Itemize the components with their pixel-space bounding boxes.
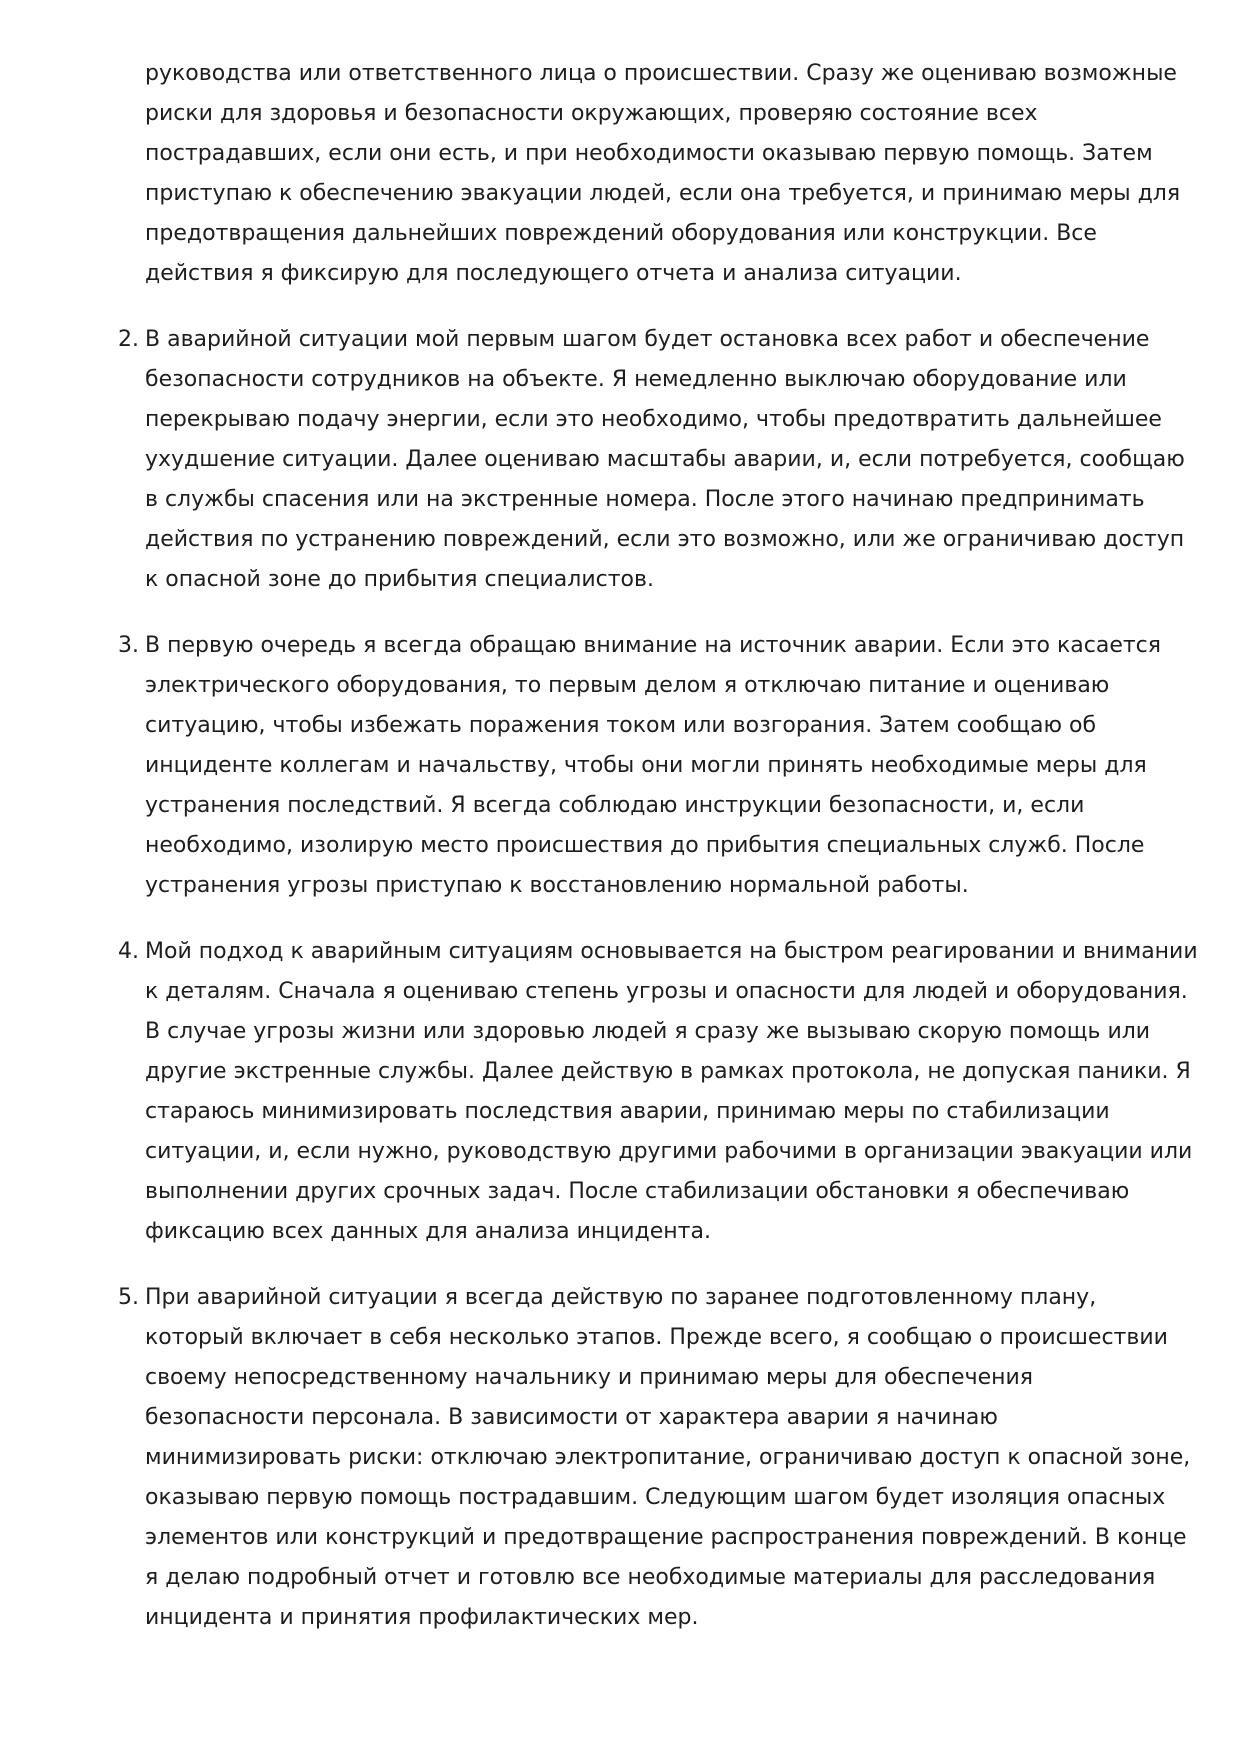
item-text: Мой подход к аварийным ситуациям основывается на быстром реагировании и внимании к деталям. Сначала я оцениваю степень угрозы и опасности для людей и оборудования. В случае угрозы жизни или здоровью людей я сразу же вызываю скорую помощь или другие экстренные службы. Далее действую в рамках протокола, не допуская паники. Я стараюсь минимизировать последствия аварии, принимаю меры по стабилизации ситуации, и, если нужно, руководствую другими рабочими в организации эвакуации или выполнении других срочных задач. После стабилизации обстановки я обеспечиваю фиксацию всех данных для анализа инцидента.: [145, 939, 1198, 1244]
list-item-5: [0, 1278, 1199, 1638]
item-text: При аварийной ситуации я всегда действую по заранее подготовленному плану, который включает в себя несколько этапов. Прежде всего, я сообщаю о происшествии своему непосредственному начальнику и принимаю меры для обеспечения безопасности персонала. В зависимости от характера аварии я начинаю минимизировать риски: отключаю электропитание, ограничиваю доступ к опасной зоне, оказываю первую помощь пострадавшим. Следующим шагом будет изоляция опасных элементов или конструкций и предотвращение распространения повреждений. В конце я делаю подробный отчет и готовлю все необходимые материалы для расследования инцидента и принятия профилактических мер.: [145, 1285, 1191, 1630]
item-number: 4.: [118, 939, 139, 964]
item-number: 3.: [118, 633, 139, 658]
list-item-continued: [0, 54, 1199, 294]
item-number: 2.: [118, 327, 139, 352]
answer-list: [0, 54, 1199, 1638]
list-item-4: [0, 932, 1199, 1252]
list-item-3: [0, 626, 1199, 906]
item-text: В аварийной ситуации мой первым шагом будет остановка всех работ и обеспечение безопасности сотрудников на объекте. Я немедленно выключаю оборудование или перекрываю подачу энергии, если это необходимо, чтобы предотвратить дальнейшее ухудшение ситуации. Далее оцениваю масштабы аварии, и, если потребуется, сообщаю в службы спасения или на экстренные номера. После этого начинаю предпринимать действия по устранению повреждений, если это возможно, или же ограничиваю доступ к опасной зоне до прибытия специалистов.: [145, 327, 1185, 592]
list-item-2: [0, 320, 1199, 600]
item-text: В первую очередь я всегда обращаю внимание на источник аварии. Если это касается электрического оборудования, то первым делом я отключаю питание и оцениваю ситуацию, чтобы избежать поражения током или возгорания. Затем сообщаю об инциденте коллегам и начальству, чтобы они могли принять необходимые меры для устранения последствий. Я всегда соблюдаю инструкции безопасности, и, если необходимо, изолирую место происшествия до прибытия специальных служб. После устранения угрозы приступаю к восстановлению нормальной работы.: [145, 633, 1162, 898]
item-number: 5.: [118, 1285, 139, 1310]
item-text: руководства или ответственного лица о происшествии. Сразу же оцениваю возможные риски для здоровья и безопасности окружающих, проверяю состояние всех пострадавших, если они есть, и при необходимости оказываю первую помощь. Затем приступаю к обеспечению эвакуации людей, если она требуется, и принимаю меры для предотвращения дальнейших повреждений оборудования или конструкции. Все действия я фиксирую для последующего отчета и анализа ситуации.: [145, 61, 1181, 286]
